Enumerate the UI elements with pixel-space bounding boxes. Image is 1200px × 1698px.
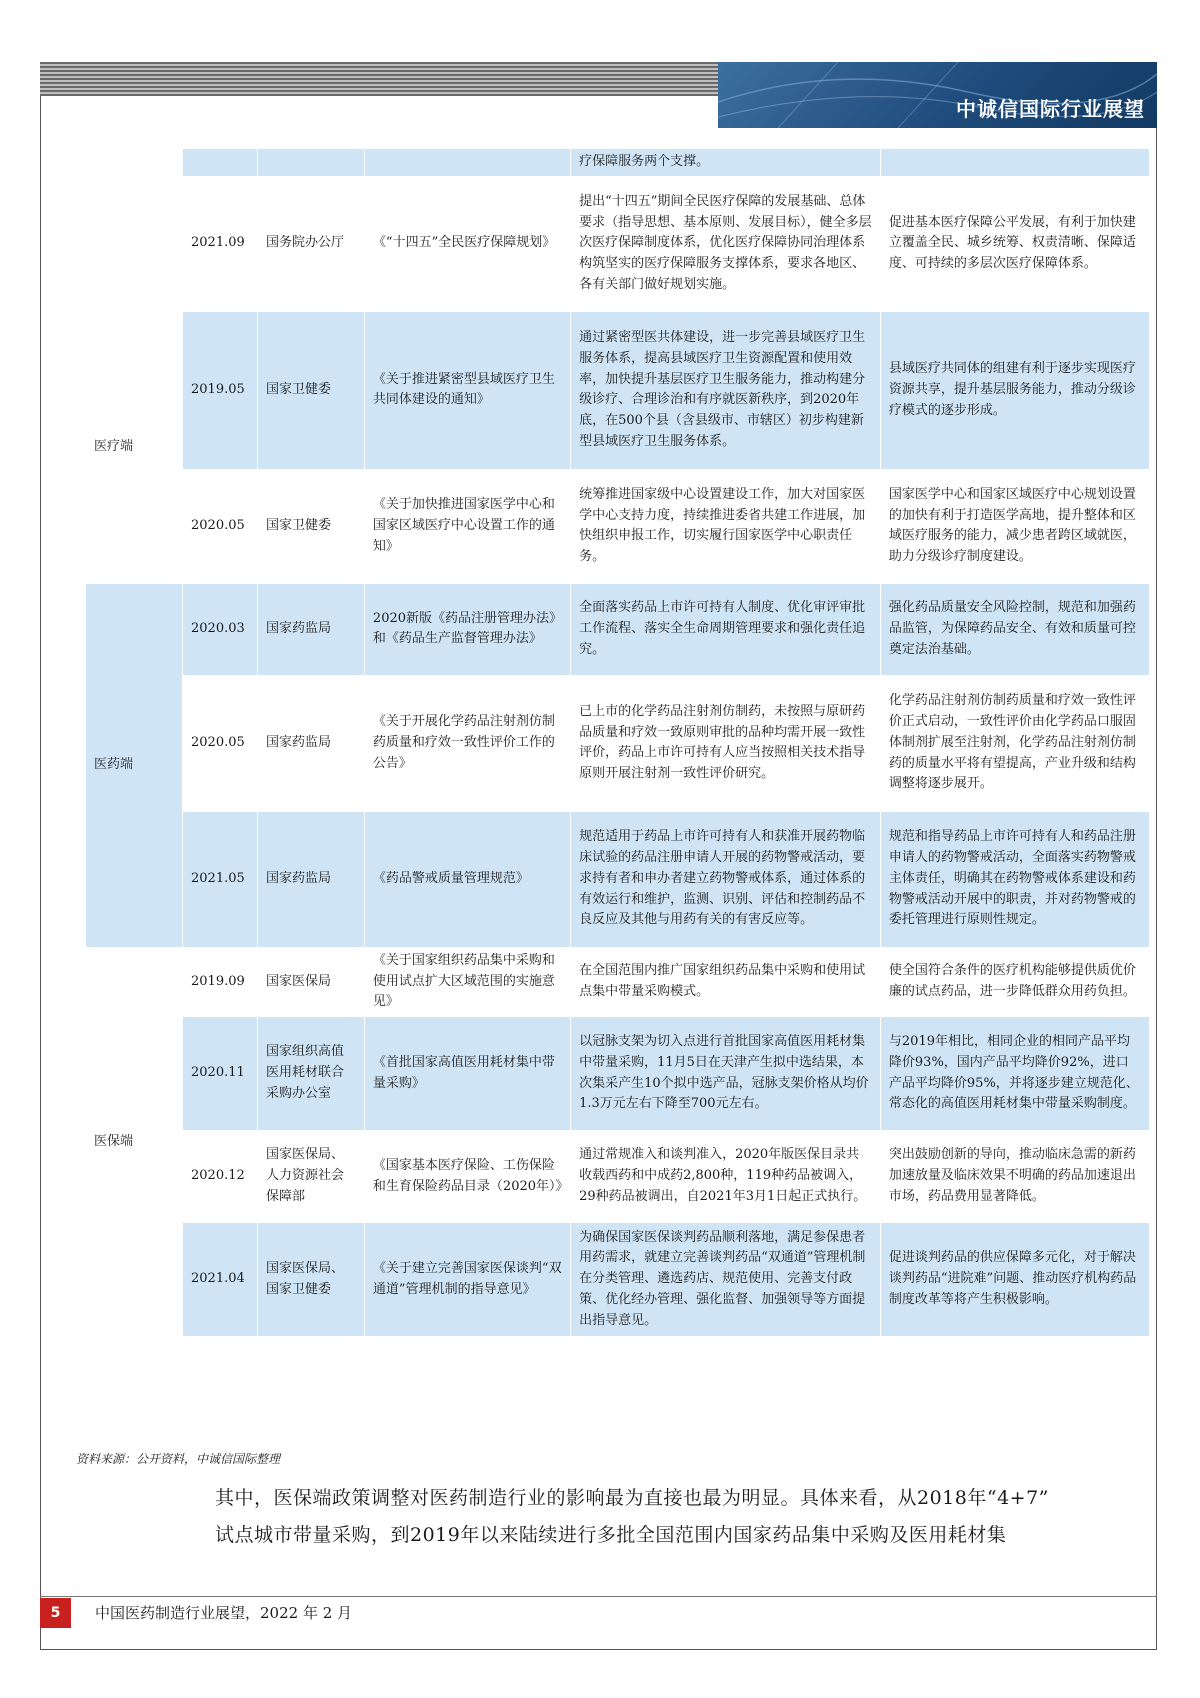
content-cell: 规范适用于药品上市许可持有人和获准开展药物临床试验的药品注册申请人开展的药物警戒活动，要求持有者和申办者建立药物警戒体系，通过体系的有效运行和维护，监测、识别、评估和控制药品不良反应及其他与用药有关的有害反应等。 bbox=[571, 811, 881, 947]
date-cell: 2021.05 bbox=[183, 811, 258, 947]
content-cell: 已上市的化学药品注射剂仿制药，未按照与原研药品质量和疗效一致原则审批的品种均需开展一致性评价，药品上市许可持有人应当按照相关技术指导原则开展注射剂一致性评价研究。 bbox=[571, 675, 881, 811]
content-cell: 通过常规准入和谈判准入，2020年版医保目录共收载西药和中成药2,800种，119种药品被调入，29种药品被调出，自2021年3月1日起正式执行。 bbox=[571, 1131, 881, 1223]
table-row bbox=[86, 1223, 1150, 1337]
issuer-cell: 国家药监局 bbox=[257, 583, 364, 675]
table-row bbox=[86, 469, 1150, 583]
impact-cell: 与2019年相比，相同企业的相同产品平均降价93%，国内产品平均降价92%，进口产品平均降价95%，并将逐步建立规范化、常态化的高值医用耗材集中带量采购制度。 bbox=[880, 1017, 1149, 1131]
date-cell: 2021.04 bbox=[183, 1223, 258, 1337]
date-cell: 2019.05 bbox=[183, 311, 258, 469]
content-cell: 为确保国家医保谈判药品顺利落地，满足参保患者用药需求，就建立完善谈判药品“双通道”管理机制在分类管理、遴选药店、规范使用、完善支付政策、优化经办管理、强化监督、加强领导等方面提出指导意见。 bbox=[571, 1223, 881, 1337]
date-cell bbox=[183, 149, 258, 177]
table-row bbox=[86, 583, 1150, 675]
title-cell: 《关于建立完善国家医保谈判“双通道”管理机制的指导意见》 bbox=[364, 1223, 570, 1337]
date-cell: 2020.03 bbox=[183, 583, 258, 675]
issuer-cell: 国家药监局 bbox=[257, 675, 364, 811]
date-cell: 2020.11 bbox=[183, 1017, 258, 1131]
impact-cell: 规范和指导药品上市许可持有人和药品注册申请人的药物警戒活动，全面落实药物警戒主体责任，明确其在药物警戒体系建设和药物警戒活动开展中的职责，并对药物警戒的委托管理进行原则性规定。 bbox=[880, 811, 1149, 947]
table-row bbox=[86, 149, 1150, 177]
title-cell: 《关于国家组织药品集中采购和使用试点扩大区域范围的实施意见》 bbox=[364, 947, 570, 1016]
issuer-cell: 国家卫健委 bbox=[257, 469, 364, 583]
table-row bbox=[86, 311, 1150, 469]
date-cell: 2020.12 bbox=[183, 1131, 258, 1223]
impact-cell: 强化药品质量安全风险控制，规范和加强药品监管，为保障药品安全、有效和质量可控奠定法治基础。 bbox=[880, 583, 1149, 675]
content-cell: 全面落实药品上市许可持有人制度、优化审评审批工作流程、落实全生命周期管理要求和强化责任追究。 bbox=[571, 583, 881, 675]
issuer-cell: 国家组织高值医用耗材联合采购办公室 bbox=[257, 1017, 364, 1131]
issuer-cell bbox=[257, 149, 364, 177]
body-line: 其中，医保端政策调整对医药制造行业的影响最为直接也最为明显。具体来看，从2018年“4+7” bbox=[215, 1487, 1049, 1509]
body-line: 试点城市带量采购，到2019年以来陆续进行多批全国范围内国家药品集中采购及医用耗材集 bbox=[215, 1524, 1007, 1547]
title-cell: 《国家基本医疗保险、工伤保险和生育保险药品目录（2020年）》 bbox=[364, 1131, 570, 1223]
date-cell: 2020.05 bbox=[183, 675, 258, 811]
table-row bbox=[86, 947, 1150, 1016]
date-cell: 2019.09 bbox=[183, 947, 258, 1016]
body-paragraph bbox=[215, 1480, 1120, 1554]
table-row bbox=[86, 811, 1150, 947]
footer-text: 中国医药制造行业展望，2022 年 2 月 bbox=[95, 1604, 353, 1622]
policy-table bbox=[85, 148, 1150, 1337]
title-cell: 《药品警戒质量管理规范》 bbox=[364, 811, 570, 947]
sector-cell bbox=[86, 149, 183, 312]
title-cell bbox=[364, 149, 570, 177]
table-row bbox=[86, 176, 1150, 311]
page-number: 5 bbox=[40, 1598, 71, 1628]
table-row bbox=[86, 1131, 1150, 1223]
impact-cell: 突出鼓励创新的导向，推动临床急需的新药加速放量及临床效果不明确的药品加速退出市场，药品费用显著降低。 bbox=[880, 1131, 1149, 1223]
content-cell: 在全国范围内推广国家组织药品集中采购和使用试点集中带量采购模式。 bbox=[571, 947, 881, 1016]
issuer-cell: 国家药监局 bbox=[257, 811, 364, 947]
sector-label: 医保端 bbox=[86, 947, 183, 1336]
issuer-cell: 国家医保局 bbox=[257, 947, 364, 1016]
impact-cell bbox=[880, 149, 1149, 177]
title-cell: 2020新版《药品注册管理办法》和《药品生产监督管理办法》 bbox=[364, 583, 570, 675]
content-cell: 以冠脉支架为切入点进行首批国家高值医用耗材集中带量采购，11月5日在天津产生拟中选结果，本次集采产生10个拟中选产品，冠脉支架价格从均价1.3万元左右下降至700元左右。 bbox=[571, 1017, 881, 1131]
footer-divider bbox=[40, 1596, 1157, 1597]
table-row bbox=[86, 675, 1150, 811]
content-cell: 疗保障服务两个支撑。 bbox=[571, 149, 881, 177]
issuer-cell: 国家医保局、国家卫健委 bbox=[257, 1223, 364, 1337]
title-cell: 《关于开展化学药品注射剂仿制药质量和疗效一致性评价工作的公告》 bbox=[364, 675, 570, 811]
issuer-cell: 国务院办公厅 bbox=[257, 176, 364, 311]
impact-cell: 县域医疗共同体的组建有利于逐步实现医疗资源共享，提升基层服务能力，推动分级诊疗模式的逐步形成。 bbox=[880, 311, 1149, 469]
sector-label: 医疗端 bbox=[86, 311, 183, 583]
title-cell: 《“十四五”全民医疗保障规划》 bbox=[364, 176, 570, 311]
title-cell: 《关于推进紧密型县域医疗卫生共同体建设的通知》 bbox=[364, 311, 570, 469]
sector-label: 医药端 bbox=[86, 583, 183, 947]
source-note: 资料来源：公开资料，中诚信国际整理 bbox=[76, 1452, 281, 1466]
issuer-cell: 国家医保局、人力资源社会保障部 bbox=[257, 1131, 364, 1223]
impact-cell: 使全国符合条件的医疗机构能够提供质优价廉的试点药品，进一步降低群众用药负担。 bbox=[880, 947, 1149, 1016]
brand-banner bbox=[718, 62, 1157, 128]
date-cell: 2020.05 bbox=[183, 469, 258, 583]
brand-title: 中诚信国际行业展望 bbox=[956, 97, 1145, 121]
content-cell: 提出“十四五”期间全民医疗保障的发展基础、总体要求（指导思想、基本原则、发展目标），健全多层次医疗保障制度体系，优化医疗保障协同治理体系构筑坚实的医疗保障服务支撑体系，要求各地区、各有关部门做好规划实施。 bbox=[571, 176, 881, 311]
issuer-cell: 国家卫健委 bbox=[257, 311, 364, 469]
impact-cell: 促进谈判药品的供应保障多元化，对于解决谈判药品“进院难”问题、推动医疗机构药品制度改革等将产生积极影响。 bbox=[880, 1223, 1149, 1337]
title-cell: 《关于加快推进国家医学中心和国家区域医疗中心设置工作的通知》 bbox=[364, 469, 570, 583]
impact-cell: 国家医学中心和国家区域医疗中心规划设置的加快有利于打造医学高地，提升整体和区域医疗服务的能力，减少患者跨区域就医，助力分级诊疗制度建设。 bbox=[880, 469, 1149, 583]
impact-cell: 化学药品注射剂仿制药质量和疗效一致性评价正式启动，一致性评价由化学药品口服固体制剂扩展至注射剂，化学药品注射剂仿制药的质量水平将有望提高，产业升级和结构调整将逐步展开。 bbox=[880, 675, 1149, 811]
content-cell: 统筹推进国家级中心设置建设工作，加大对国家医学中心支持力度，持续推进委省共建工作进展，加快组织申报工作，切实履行国家医学中心职责任务。 bbox=[571, 469, 881, 583]
date-cell: 2021.09 bbox=[183, 176, 258, 311]
table-row bbox=[86, 1017, 1150, 1131]
content-cell: 通过紧密型医共体建设，进一步完善县域医疗卫生服务体系，提高县域医疗卫生资源配置和使用效率，加快提升基层医疗卫生服务能力，推动构建分级诊疗、合理诊治和有序就医新秩序，到2020年底，在500个县（含县级市、市辖区）初步构建新型县域医疗卫生服务体系。 bbox=[571, 311, 881, 469]
impact-cell: 促进基本医疗保障公平发展，有利于加快建立覆盖全民、城乡统筹、权责清晰、保障适度、可持续的多层次医疗保障体系。 bbox=[880, 176, 1149, 311]
title-cell: 《首批国家高值医用耗材集中带量采购》 bbox=[364, 1017, 570, 1131]
